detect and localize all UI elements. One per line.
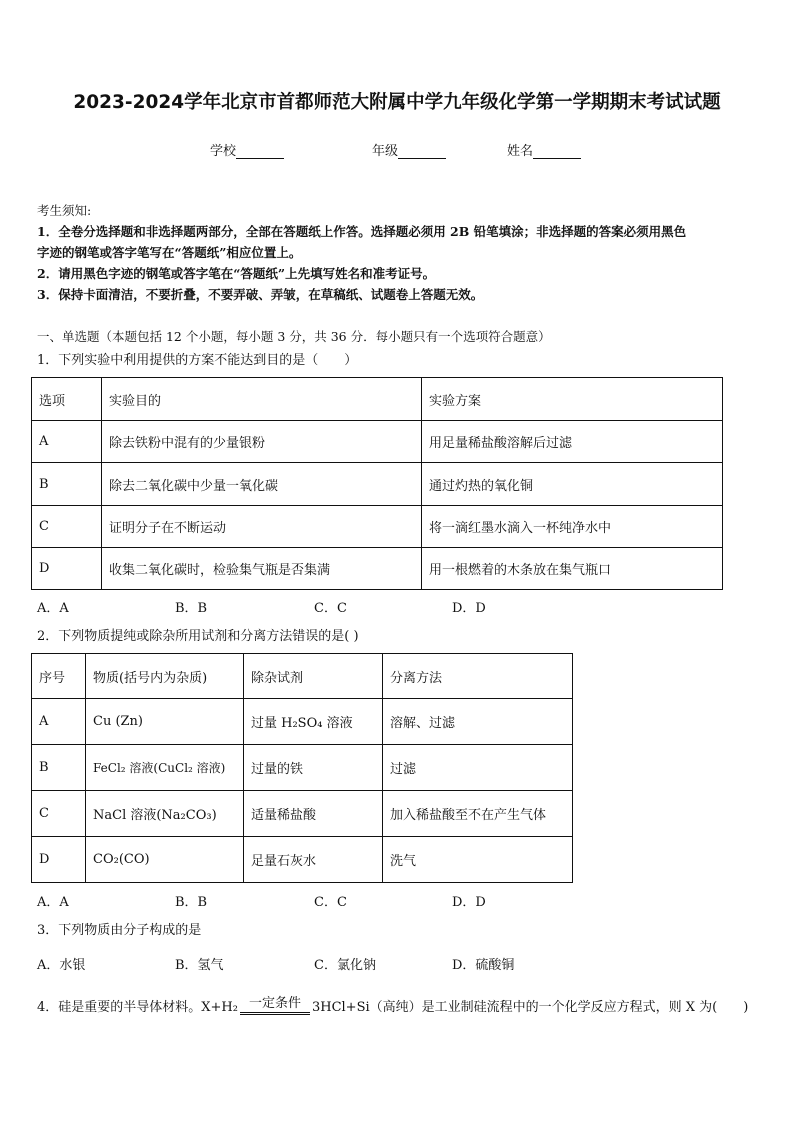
- notice-item-3: 3．保持卡面清洁，不要折叠，不要弄破、弄皱，在草稿纸、试题卷上答题无效。: [37, 287, 484, 302]
- table-cell: NaCl 溶液(Na₂CO₃): [86, 791, 244, 837]
- option-c[interactable]: C．C: [314, 601, 347, 616]
- grade-label: 年级: [372, 144, 399, 159]
- option-d[interactable]: D．硫酸铜: [452, 958, 515, 973]
- table-row: [32, 791, 573, 837]
- table-cell: C: [32, 791, 86, 837]
- notice-item-1-cont: 字迹的钢笔或答字笔写在“答题纸”相应位置上。: [37, 245, 302, 260]
- table-row: [32, 548, 723, 590]
- table-cell: C: [32, 506, 102, 548]
- equals-sign-icon: [240, 1012, 310, 1015]
- table-cell: 过量的铁: [244, 745, 383, 791]
- section-heading: 一、单选题（本题包括 12 个小题，每小题 3 分，共 36 分．每小题只有一个选项符合题意）: [37, 329, 551, 344]
- table-row: [32, 463, 723, 506]
- table-header: 序号: [32, 654, 86, 699]
- table-cell: D: [32, 548, 102, 590]
- option-b[interactable]: B．B: [175, 895, 208, 910]
- school-field: [210, 140, 284, 159]
- q1-table: [31, 377, 723, 590]
- option-b[interactable]: B．氢气: [175, 958, 224, 973]
- table-cell: 证明分子在不断运动: [102, 506, 422, 548]
- page-title: 2023-2024学年北京市首都师范大附属中学九年级化学第一学期期末考试试题: [73, 92, 721, 113]
- reaction-arrow: [240, 996, 310, 1015]
- q4-suffix: 3HCl+Si（高纯）是工业制硅流程中的一个化学反应方程式，则 X 为( ): [311, 1000, 749, 1015]
- table-cell: 除去二氧化碳中少量一氧化碳: [102, 463, 422, 506]
- table-cell: 通过灼热的氧化铜: [422, 463, 723, 506]
- table-header-row: [32, 378, 723, 421]
- option-d[interactable]: D．D: [452, 601, 486, 616]
- table-cell: 加入稀盐酸至不在产生气体: [383, 791, 573, 837]
- table-cell: 用足量稀盐酸溶解后过滤: [422, 421, 723, 463]
- table-cell: FeCl₂ 溶液(CuCl₂ 溶液): [86, 745, 244, 791]
- table-cell: 过滤: [383, 745, 573, 791]
- table-cell: 除去铁粉中混有的少量银粉: [102, 421, 422, 463]
- school-blank[interactable]: [236, 145, 284, 159]
- q2-table: [31, 653, 573, 883]
- q4-stem: [37, 998, 748, 1018]
- q2-stem: 2．下列物质提纯或除杂所用试剂和分离方法错误的是( ): [37, 629, 359, 644]
- q4-prefix: 4．硅是重要的半导体材料。X+H₂: [37, 1000, 238, 1015]
- notice-item-2: 2．请用黑色字迹的钢笔或答字笔在“答题纸”上先填写姓名和准考证号。: [37, 266, 436, 281]
- table-cell: Cu (Zn): [86, 699, 244, 745]
- table-cell: A: [32, 421, 102, 463]
- table-cell: D: [32, 837, 86, 883]
- option-d[interactable]: D．D: [452, 895, 486, 910]
- notice-item-1: 1．全卷分选择题和非选择题两部分，全部在答题纸上作答。选择题必须用 2B 铅笔填涂；非选择题的答案必须用黑色: [37, 224, 687, 239]
- option-b[interactable]: B．B: [175, 601, 208, 616]
- grade-field: [372, 140, 446, 159]
- table-row: [32, 421, 723, 463]
- table-cell: CO₂(CO): [86, 837, 244, 883]
- grade-blank[interactable]: [398, 145, 446, 159]
- table-row: [32, 837, 573, 883]
- table-cell: 溶解、过滤: [383, 699, 573, 745]
- q1-stem: 1．下列实验中利用提供的方案不能达到目的是（ ）: [37, 353, 358, 368]
- table-cell: 将一滴红墨水滴入一杯纯净水中: [422, 506, 723, 548]
- option-c[interactable]: C．氯化钠: [314, 958, 376, 973]
- table-row: [32, 745, 573, 791]
- school-label: 学校: [210, 144, 237, 159]
- name-blank[interactable]: [533, 145, 581, 159]
- table-header-row: [32, 654, 573, 699]
- table-cell: 足量石灰水: [244, 837, 383, 883]
- table-header: 实验目的: [102, 378, 422, 421]
- table-cell: 洗气: [383, 837, 573, 883]
- table-header: 选项: [32, 378, 102, 421]
- option-c[interactable]: C．C: [314, 895, 347, 910]
- table-cell: A: [32, 699, 86, 745]
- name-field: [507, 140, 581, 159]
- name-label: 姓名: [507, 144, 534, 159]
- table-row: [32, 699, 573, 745]
- notice-heading: 考生须知:: [37, 203, 92, 218]
- table-cell: 过量 H₂SO₄ 溶液: [244, 699, 383, 745]
- table-header: 分离方法: [383, 654, 573, 699]
- table-cell: 收集二氧化碳时，检验集气瓶是否集满: [102, 548, 422, 590]
- table-cell: 适量稀盐酸: [244, 791, 383, 837]
- table-cell: B: [32, 463, 102, 506]
- table-cell: B: [32, 745, 86, 791]
- option-a[interactable]: A．A: [37, 895, 69, 910]
- reaction-condition: 一定条件: [248, 996, 301, 1011]
- table-header: 物质(括号内为杂质): [86, 654, 244, 699]
- table-row: [32, 506, 723, 548]
- table-cell: 用一根燃着的木条放在集气瓶口: [422, 548, 723, 590]
- q3-stem: 3．下列物质由分子构成的是: [37, 923, 202, 938]
- table-header: 实验方案: [422, 378, 723, 421]
- option-a[interactable]: A．水银: [37, 958, 86, 973]
- option-a[interactable]: A．A: [37, 601, 69, 616]
- table-header: 除杂试剂: [244, 654, 383, 699]
